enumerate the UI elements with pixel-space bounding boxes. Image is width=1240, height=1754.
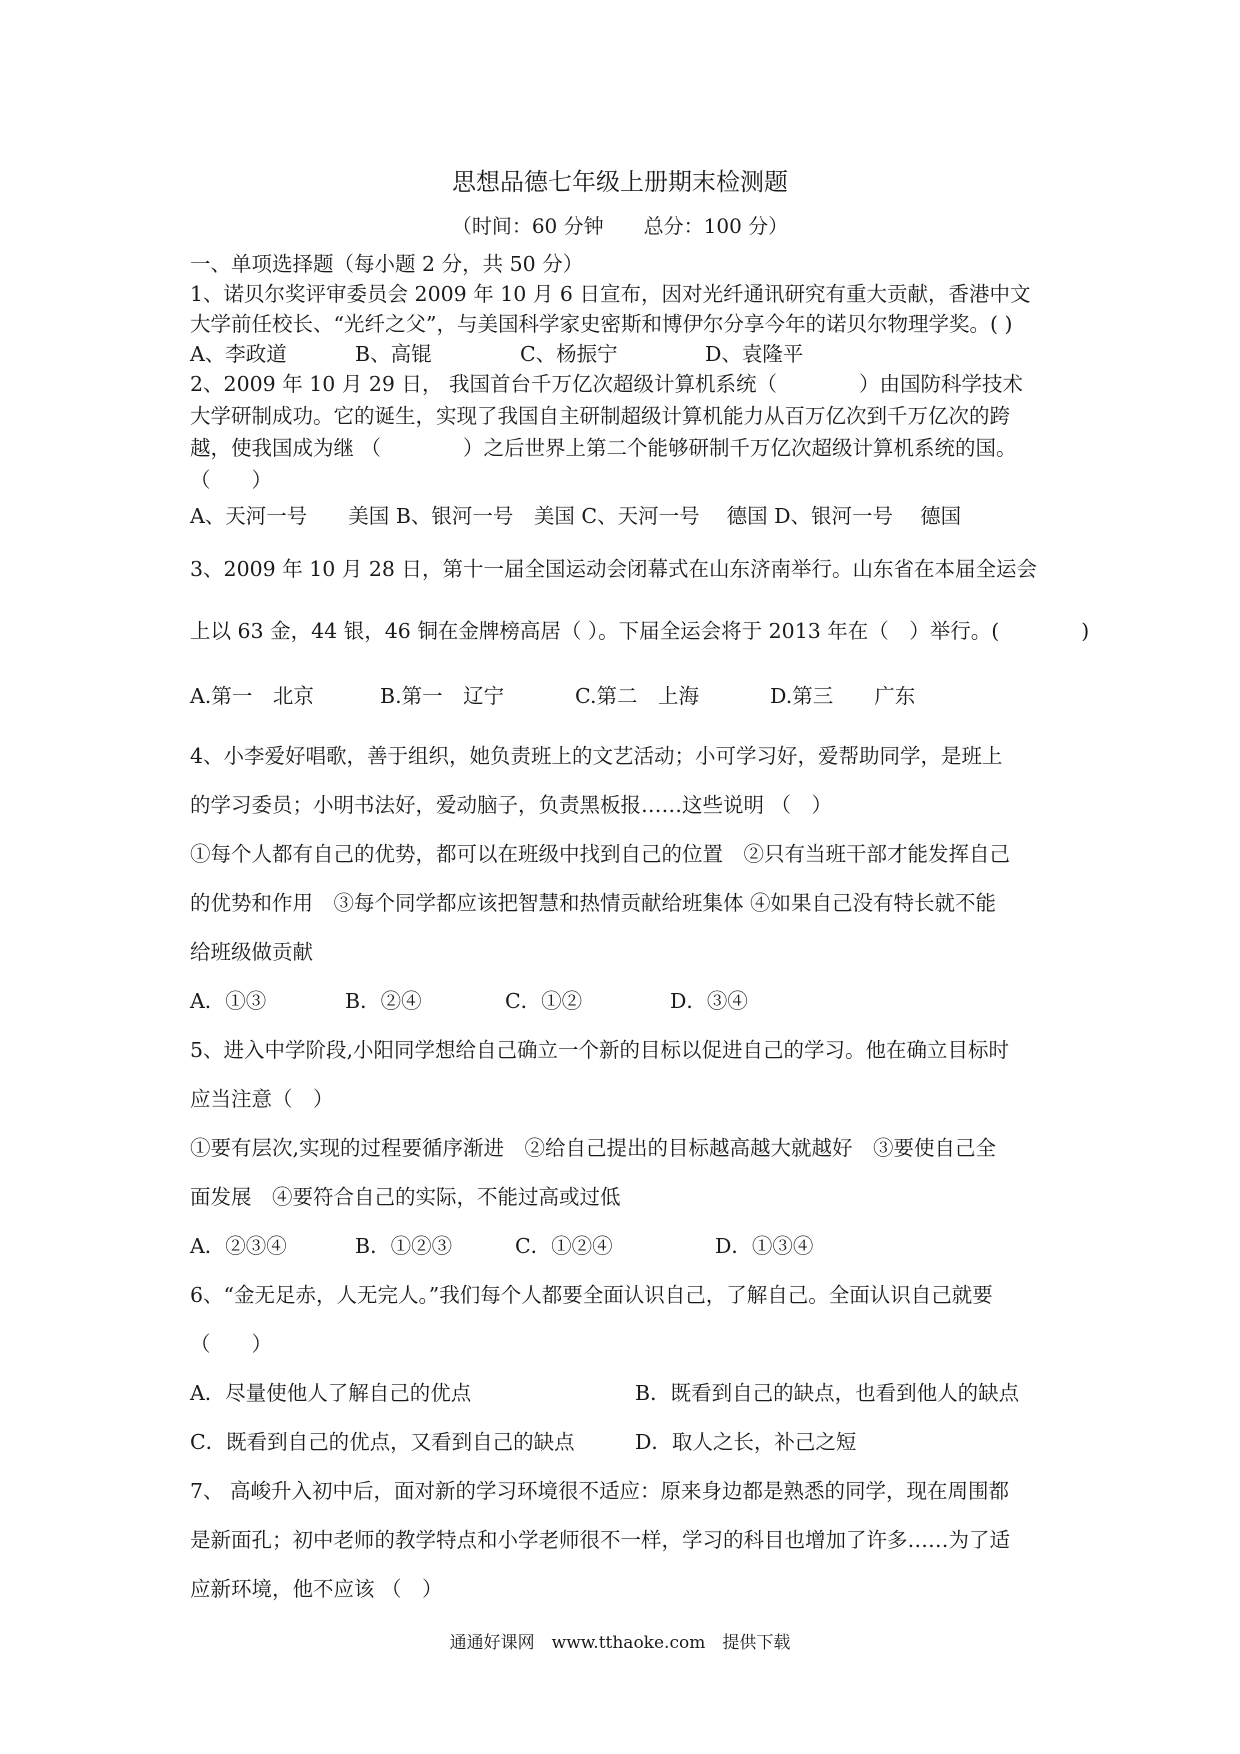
question-7-line-2: 是新面孔；初中老师的教学特点和小学老师很不一样，学习的科目也增加了许多……为了适 [190,1528,1010,1552]
exam-info: （时间：60 分钟 总分：100 分） [451,214,789,238]
question-5-line-4: 面发展 ④要符合自己的实际，不能过高或过低 [190,1185,621,1209]
q6-option-d: D．取人之长，补己之短 [635,1430,857,1454]
question-3-line-1: 3、2009 年 10 月 28 日，第十一届全国运动会闭幕式在山东济南举行。山东省在本届全运会 [190,557,1037,581]
q1-option-b: B、高锟 [355,342,432,366]
q3-option-b: B.第一 辽宁 [380,684,505,708]
question-5-line-1: 5、进入中学阶段,小阳同学想给自己确立一个新的目标以促进自己的学习。他在确立目标时 [190,1038,1010,1062]
question-5-options [190,1232,1060,1260]
question-2-line-3: 越，使我国成为继 （ ）之后世界上第二个能够研制千万亿次超级计算机系统的国。 [190,436,1017,460]
footer-credit: 通通好课网 www.tthaoke.com 提供下载 [449,1633,791,1653]
question-1-options [190,340,1060,368]
question-4-line-1: 4、小李爱好唱歌，善于组织，她负责班上的文艺活动；小可学习好，爱帮助同学，是班上 [190,744,1003,768]
q5-option-d: D．①③④ [715,1234,814,1258]
question-6-line-1: 6、“金无足赤，人无完人。”我们每个人都要全面认识自己，了解自己。全面认识自己就要 [190,1283,993,1307]
q3-option-d: D.第三 广东 [770,684,916,708]
question-3-options [190,682,1060,710]
q4-option-b: B．②④ [345,989,422,1013]
q5-option-b: B．①②③ [355,1234,453,1258]
q1-option-c: C、杨振宁 [520,342,618,366]
question-4-line-4: 的优势和作用 ③每个同学都应该把智慧和热情贡献给班集体 ④如果自己没有特长就不能 [190,891,997,915]
q4-option-c: C．①② [505,989,583,1013]
question-4-options [190,987,1060,1015]
section-heading: 一、单项选择题（每小题 2 分，共 50 分） [190,252,584,276]
q6-option-b: B．既看到自己的缺点，也看到他人的缺点 [635,1381,1020,1405]
q1-option-d: D、袁隆平 [705,342,804,366]
question-4-line-3: ①每个人都有自己的优势，都可以在班级中找到自己的位置 ②只有当班干部才能发挥自己 [190,842,1010,866]
question-7-line-1: 7、 高峻升入初中后，面对新的学习环境很不适应：原来身边都是熟悉的同学，现在周围都 [190,1479,1010,1503]
question-7-line-3: 应新环境，他不应该 （ ） [190,1577,443,1601]
q3-option-a: A.第一 北京 [190,684,314,708]
question-2-line-1: 2、2009 年 10 月 29 日， 我国首台千万亿次超级计算机系统（ ）由国防科学技术 [190,372,1023,396]
q4-option-a: A．①③ [190,989,267,1013]
question-2-line-2: 大学研制成功。它的诞生，实现了我国自主研制超级计算机能力从百万亿次到千万亿次的跨 [190,404,1010,428]
question-6-line-2: （ ） [190,1332,272,1356]
question-4-line-2: 的学习委员；小明书法好，爱动脑子，负责黑板报……这些说明 （ ） [190,793,833,817]
question-5-line-3: ①要有层次,实现的过程要循序渐进 ②给自己提出的目标越高越大就越好 ③要使自己全 [190,1136,997,1160]
q4-option-d: D．③④ [670,989,748,1013]
question-5-line-2: 应当注意（ ） [190,1087,334,1111]
q5-option-c: C．①②④ [515,1234,613,1258]
question-2-options: A、天河一号 美国 B、银河一号 美国 C、天河一号 德国 D、银河一号 德国 [190,504,962,528]
question-6-options-row-1 [190,1379,1060,1407]
q3-option-c: C.第二 上海 [575,684,699,708]
question-1-line-2: 大学前任校长、“光纤之父”，与美国科学家史密斯和博伊尔分享今年的诺贝尔物理学奖。( ) [190,312,1013,336]
q1-option-a: A、李政道 [190,342,287,366]
q5-option-a: A．②③④ [190,1234,287,1258]
question-3-line-2: 上以 63 金，44 银，46 铜在金牌榜高居（ ）。下届全运会将于 2013 年在（ ）举行。( ) [190,619,1090,643]
question-4-line-5: 给班级做贡献 [190,940,313,964]
q6-option-a: A．尽量使他人了解自己的优点 [190,1381,472,1405]
document-title: 思想品德七年级上册期末检测题 [452,168,788,196]
q6-option-c: C．既看到自己的优点，又看到自己的缺点 [190,1430,575,1454]
question-1-line-1: 1、诺贝尔奖评审委员会 2009 年 10 月 6 日宣布，因对光纤通讯研究有重大贡献，香港中文 [190,282,1031,306]
question-2-line-4: （ ） [190,468,272,492]
question-6-options-row-2 [190,1428,1060,1456]
